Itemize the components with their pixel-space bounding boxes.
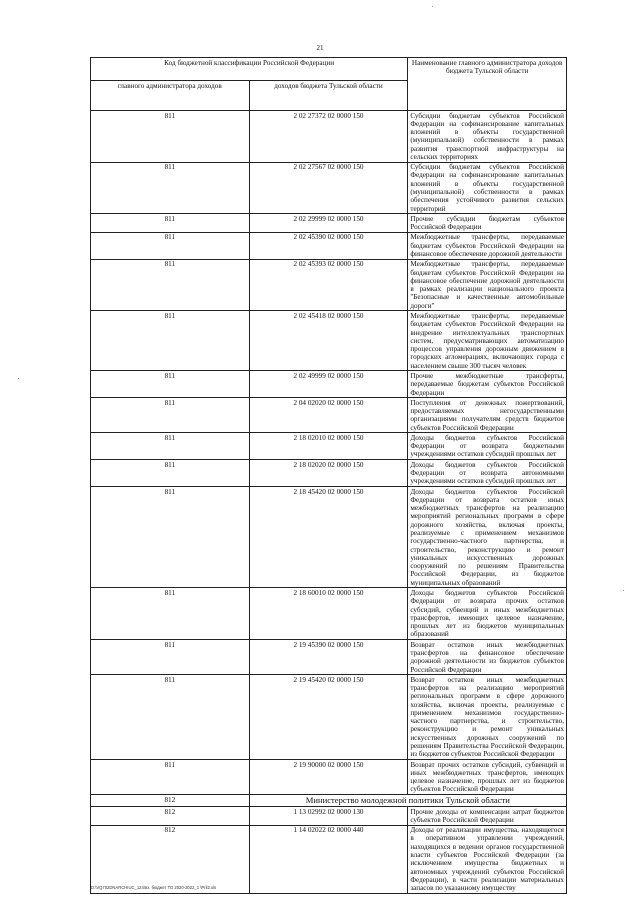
header-revenue-column: доходов бюджета Тульской области — [249, 81, 408, 111]
header-code-group: Код бюджетной классификации Российской Федерации — [91, 58, 408, 81]
revenue-name-cell: Межбюджетные трансферты, передаваемые бюджетам субъектов Российской Федерации на внедрение интеллектуальных транспортных систем, предусматривающих автоматизацию процессов управления дорожным движением в городских агломерациях, включающих города с населением свыше 300 тысяч человек — [408, 311, 567, 371]
revenue-code-cell: 2 02 27372 02 0000 150 — [249, 111, 408, 163]
admin-code-cell: 811 — [91, 259, 250, 311]
ministry-admin-code: 812 — [91, 795, 250, 807]
admin-code-cell: 811 — [91, 487, 250, 588]
revenue-code-cell: 2 18 02020 02 0000 150 — [249, 460, 408, 487]
admin-code-cell: 811 — [91, 640, 250, 675]
revenue-name-cell: Доходы от реализации имущества, находящегося в оперативном управлении учреждений, находящихся в ведении органов государственной власти субъектов Российской Федерации (за исключением имущества бюджетных и автономных учреждений субъектов Российской Федерации), в части реализации материальных запасов по указанному имуществу — [408, 825, 567, 893]
revenue-code-cell: 2 02 45393 02 0000 150 — [249, 259, 408, 311]
table-row — [91, 232, 567, 259]
revenue-name-cell: Возврат прочих остатков субсидий, субвенций и иных межбюджетных трансфертов, имеющих целевое назначение, прошлых лет из бюджетов субъектов Российской Федерации — [408, 760, 567, 795]
revenue-code-cell: 2 19 45390 02 0000 150 — [249, 640, 408, 675]
revenue-name-cell: Субсидии бюджетам субъектов Российской Федерации на софинансирование капитальных вложений в объекты государственной (муниципальной) собственности в рамках развития транспортной инфраструктуры на сельских территориях — [408, 111, 567, 163]
table-row — [91, 460, 567, 487]
revenue-code-cell: 2 02 29999 02 0000 150 — [249, 214, 408, 233]
admin-code-cell: 811 — [91, 460, 250, 487]
admin-code-cell: 811 — [91, 232, 250, 259]
ministry-row — [91, 795, 567, 807]
scan-artifact — [432, 6, 433, 7]
revenue-code-cell: 2 02 27567 02 0000 150 — [249, 162, 408, 214]
table-row — [91, 162, 567, 214]
admin-code-cell: 811 — [91, 111, 250, 163]
admin-code-cell: 811 — [91, 214, 250, 233]
admin-code-cell: 811 — [91, 588, 250, 640]
revenue-code-cell: 2 19 90000 02 0000 150 — [249, 760, 408, 795]
table-row — [91, 807, 567, 826]
table-row — [91, 487, 567, 588]
revenue-code-cell: 1 13 02992 02 0000 130 — [249, 807, 408, 826]
table-header-row — [91, 58, 567, 81]
table-row — [91, 371, 567, 398]
revenue-name-cell: Доходы бюджетов субъектов Российской Федерации от возврата прочих остатков субсидий, субвенций и иных межбюджетных трансфертов, имеющих целевое назначение, прошлых лет из бюджетов муниципальных образований — [408, 588, 567, 640]
revenue-code-cell: 2 18 02010 02 0000 150 — [249, 433, 408, 460]
admin-code-cell: 811 — [91, 162, 250, 214]
admin-code-cell: 812 — [91, 807, 250, 826]
revenue-name-cell: Поступления от денежных пожертвований, предоставляемых негосударственными организациями получателям средств бюджетов субъектов Российской Федерации — [408, 398, 567, 433]
revenue-name-cell: Субсидии бюджетам субъектов Российской Федерации на софинансирование капитальных вложений в объекты государственной (муниципальной) собственности в рамках обеспечения устойчивого развития сельских территорий — [408, 162, 567, 214]
revenue-name-cell: Прочие доходы от компенсации затрат бюджетов субъектов Российской Федерации — [408, 807, 567, 826]
revenue-name-cell: Возврат остатков иных межбюджетных трансфертов на финансовое обеспечение дорожной деятельности из бюджетов субъектов Российской Федерации — [408, 640, 567, 675]
admin-code-cell: 811 — [91, 433, 250, 460]
table-row — [91, 760, 567, 795]
admin-code-cell: 812 — [91, 825, 250, 893]
revenue-name-cell: Возврат остатков иных межбюджетных трансфертов на реализацию мероприятий региональных программ в сфере дорожного хозяйства, включая проекты, реализуемые с применением механизмов государственно-частного партнерства, и строительство, реконструкцию и ремонт уникальных искусственных дорожных сооружений по решениям Правительства Российской Федерации, из бюджетов субъектов Российской Федерации — [408, 675, 567, 760]
admin-code-cell: 811 — [91, 760, 250, 795]
revenue-code-cell: 2 02 45390 02 0000 150 — [249, 232, 408, 259]
admin-code-cell: 811 — [91, 675, 250, 760]
table-row — [91, 398, 567, 433]
revenue-code-cell: 1 14 02022 02 0000 440 — [249, 825, 408, 893]
revenue-code-cell: 2 18 60010 02 0000 150 — [249, 588, 408, 640]
revenue-name-cell: Межбюджетные трансферты, передаваемые бюджетам субъектов Российской Федерации на финансовое обеспечение дорожной деятельности в рамках реализации национального проекта "Безопасные и качественные автомобильные дороги" — [408, 259, 567, 311]
table-row — [91, 433, 567, 460]
file-path-footer: D:\VQ702DNARCHIUC_124\вх. бюджет ТО 2020-2022_1 \Pril2.xls — [91, 885, 217, 890]
revenue-code-cell: 2 18 45420 02 0000 150 — [249, 487, 408, 588]
table-row — [91, 214, 567, 233]
header-name-column: Наименование главного администратора доходов бюджета Тульской области — [408, 58, 567, 111]
revenue-administrators-table — [90, 57, 567, 894]
revenue-name-cell: Межбюджетные трансферты, передаваемые бюджетам субъектов Российской Федерации на финансовое обеспечение дорожной деятельности — [408, 232, 567, 259]
scan-artifact — [623, 590, 624, 591]
scan-artifact — [18, 378, 19, 379]
table-row — [91, 675, 567, 760]
ministry-title: Министерство молодежной политики Тульской области — [249, 795, 566, 807]
table-row — [91, 111, 567, 163]
admin-code-cell: 811 — [91, 371, 250, 398]
table-row — [91, 588, 567, 640]
table-row — [91, 825, 567, 893]
revenue-name-cell: Доходы бюджетов субъектов Российской Федерации от возврата остатков иных межбюджетных трансфертов на реализацию мероприятий региональных программ в сфере дорожного хозяйства, включая проекты, реализуемые с применением механизмов государственно-частного партнерства, и строительство, реконструкцию и ремонт уникальных искусственных дорожных сооружений по решениям Правительства Российской Федерации, из бюджетов муниципальных образований — [408, 487, 567, 588]
table-row — [91, 640, 567, 675]
admin-code-cell: 811 — [91, 398, 250, 433]
revenue-name-cell: Доходы бюджетов субъектов Российской Федерации от возврата автономными учреждениями остатков субсидий прошлых лет — [408, 460, 567, 487]
table-row — [91, 259, 567, 311]
revenue-name-cell: Доходы бюджетов субъектов Российской Федерации от возврата бюджетными учреждениями остатков субсидий прошлых лет — [408, 433, 567, 460]
revenue-code-cell: 2 04 02020 02 0000 150 — [249, 398, 408, 433]
table-row — [91, 311, 567, 371]
revenue-code-cell: 2 02 49999 02 0000 150 — [249, 371, 408, 398]
revenue-name-cell: Прочие межбюджетные трансферты, передаваемые бюджетам субъектов Российской Федерации — [408, 371, 567, 398]
revenue-name-cell: Прочие субсидии бюджетам субъектов Российской Федерации — [408, 214, 567, 233]
header-admin-column: главного администратора доходов — [91, 81, 250, 111]
admin-code-cell: 811 — [91, 311, 250, 371]
revenue-code-cell: 2 19 45420 02 0000 150 — [249, 675, 408, 760]
page-number: 21 — [316, 44, 324, 52]
revenue-code-cell: 2 02 45418 02 0000 150 — [249, 311, 408, 371]
